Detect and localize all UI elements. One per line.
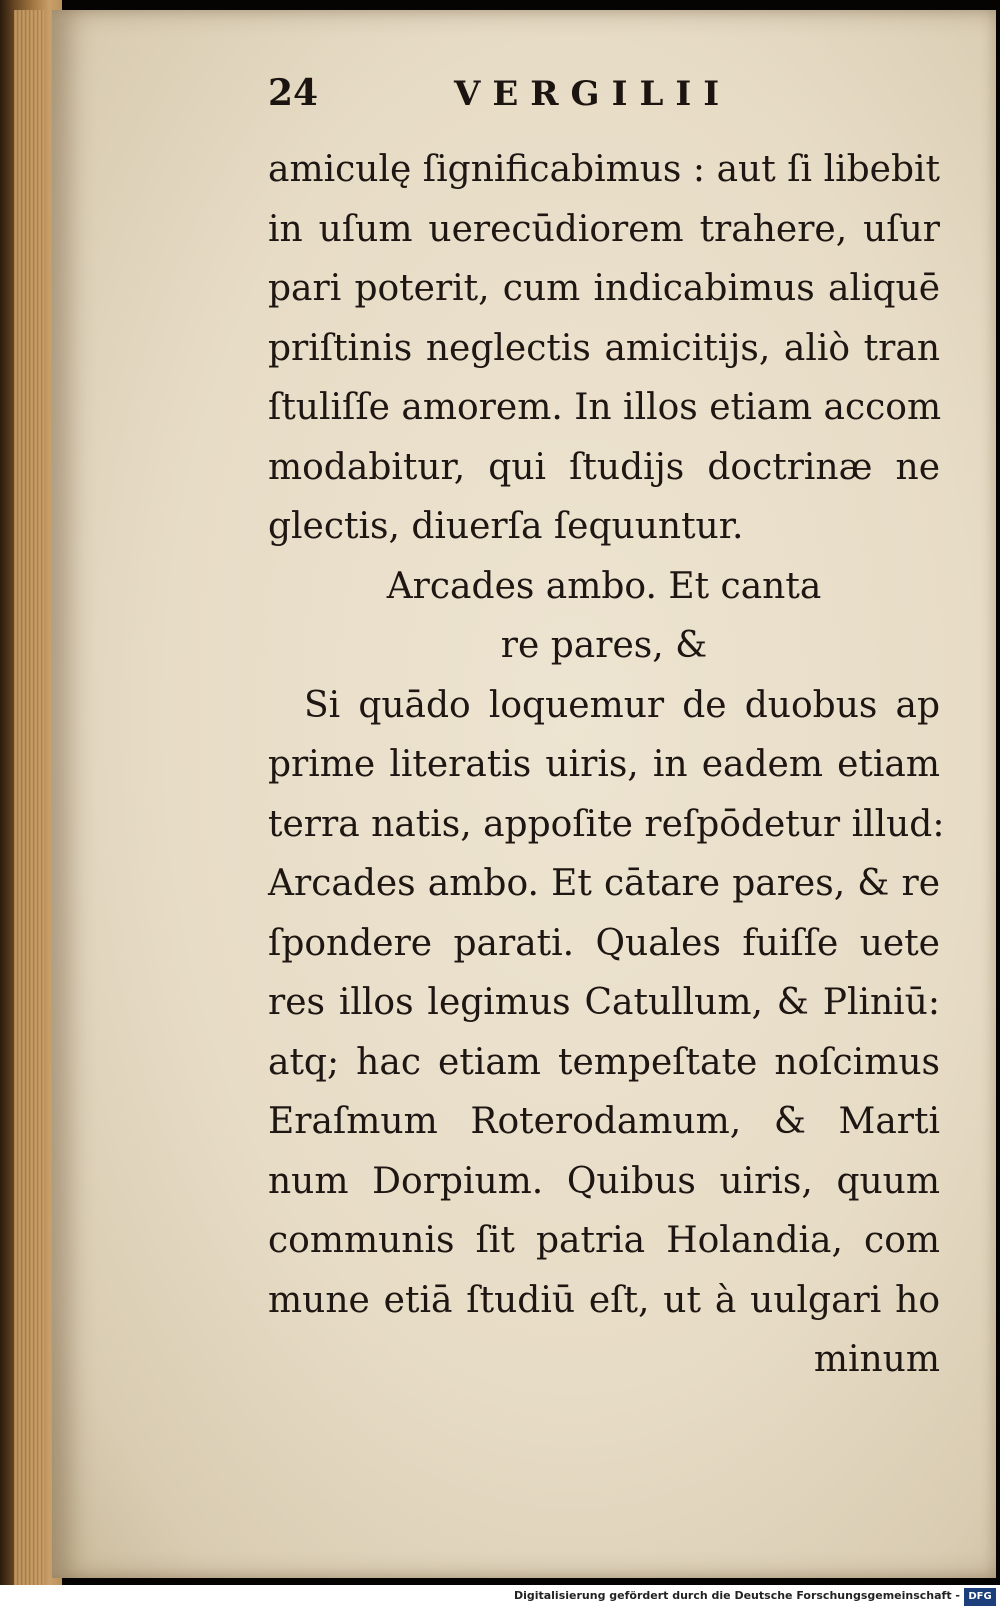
- text-line: num Dorpium. Quibus uiris, quum: [268, 1160, 940, 1202]
- funding-notice: Digitalisierung gefördert durch die Deutsche Forschungsgemeinschaft -: [513, 1589, 960, 1602]
- text-line: Si quādo loquemur de duobus ap: [304, 684, 940, 726]
- dfg-logo: DFG: [964, 1588, 996, 1606]
- catchword: minum: [813, 1339, 940, 1380]
- text-line: communis ſit patria Holandia, com: [268, 1220, 940, 1261]
- text-line: pari poterit, cum indicabimus aliquē: [268, 268, 940, 309]
- page-header: [268, 72, 788, 122]
- running-head: VERGILII: [454, 74, 732, 114]
- page-number: 24: [268, 72, 319, 114]
- text-line: atq; hac etiam tempeſtate noſcimus: [268, 1041, 940, 1083]
- text-line: glectis, diuerſa ſequuntur.: [268, 506, 744, 547]
- text-line: in uſum uerecūdiorem trahere, uſur: [268, 208, 940, 250]
- quotation-heading: Arcades ambo. Et canta: [386, 565, 822, 607]
- text-line: mune etiā ſtudiū eſt, ut à uulgari ho: [268, 1279, 940, 1321]
- text-line: prime literatis uiris, in eadem etiam: [268, 744, 940, 785]
- text-line: amiculę ſignificabimus : aut ſi libebit: [268, 149, 940, 190]
- text-line: res illos legimus Catullum, & Pliniū:: [268, 982, 940, 1023]
- quotation-heading: re pares, &: [500, 625, 708, 666]
- text-line: ſtuliſſe amorem. In illos etiam accom: [268, 387, 942, 428]
- footer-bar: [0, 1585, 1000, 1610]
- text-line: terra natis, appoſite reſpōdetur illud:: [268, 803, 945, 845]
- page-edges: [14, 10, 44, 1585]
- text-line: modabitur, qui ſtudijs doctrinæ ne: [268, 446, 940, 488]
- text-line: ſpondere parati. Quales fuiſſe uete: [268, 922, 940, 964]
- text-block: [268, 140, 945, 1390]
- text-line: Eraſmum Roterodamum, & Marti: [268, 1101, 940, 1142]
- text-line: Arcades ambo. Et cātare pares, & re: [268, 863, 940, 904]
- text-line: priſtinis neglectis amicitijs, aliò tran: [268, 327, 940, 369]
